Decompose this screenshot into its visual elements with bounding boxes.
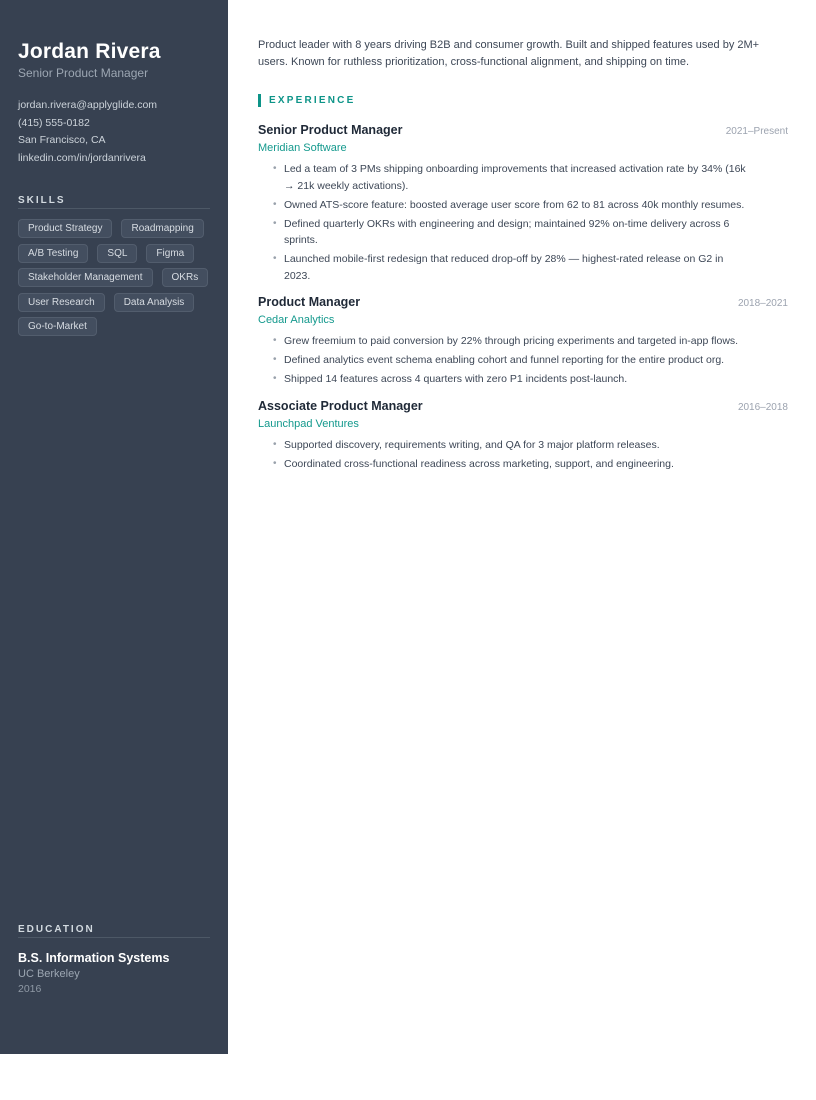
experience-list [258, 123, 788, 472]
experience-heading: EXPERIENCE [269, 94, 356, 106]
education-school: UC Berkeley [18, 967, 80, 980]
job-bullet: • Defined analytics event schema enabling cohort and funnel reporting for the entire product org. [273, 352, 751, 369]
job-bullet: • Led a team of 3 PMs shipping onboarding improvements that increased activation rate by 34% (16k → 21k weekly activations). [273, 161, 751, 194]
job-title: Product Manager [258, 295, 361, 309]
job-entry [258, 295, 788, 388]
skill-pill: OKRs [162, 268, 209, 287]
job-company: Meridian Software [258, 142, 347, 154]
job-bullet-list [258, 333, 788, 388]
job-dates: 2016–2018 [737, 401, 788, 413]
candidate-role: Senior Product Manager [18, 66, 149, 80]
skill-pill: Stakeholder Management [18, 268, 153, 287]
summary-paragraph: Product leader with 8 years driving B2B and consumer growth. Built and shipped features used by 2M+ users. Known for ruthless prioritization, cross-functional alignment, and shipping on time. [258, 39, 760, 68]
job-head-row [258, 399, 788, 414]
job-title: Senior Product Manager [258, 123, 403, 137]
skill-pill: Go-to-Market [18, 317, 97, 336]
job-dates: 2021–Present [725, 126, 788, 137]
skills-section [18, 196, 210, 336]
contact-linkedin: linkedin.com/in/jordanrivera [18, 151, 146, 164]
job-entry [258, 123, 788, 284]
skills-heading: SKILLS [18, 195, 66, 206]
job-bullet: • Shipped 14 features across 4 quarters with zero P1 incidents post-launch. [273, 371, 751, 388]
skill-pill: Product Strategy [18, 219, 112, 238]
education-divider [18, 937, 210, 938]
contact-phone: (415) 555-0182 [18, 116, 90, 129]
skills-pill-list [18, 219, 210, 336]
job-bullet: • Owned ATS-score feature: boosted average user score from 62 to 81 across 40k monthly resumes. [273, 197, 751, 214]
job-bullet: • Launched mobile-first redesign that reduced drop-off by 28% — highest-rated release on G2 in 2023. [273, 251, 751, 284]
job-bullet: • Supported discovery, requirements writing, and QA for 3 major platform releases. [273, 437, 751, 454]
job-bullet-list [258, 161, 788, 284]
education-section [18, 925, 210, 996]
resume-sidebar [0, 0, 228, 1054]
skill-pill: Figma [146, 244, 194, 263]
contact-email: jordan.rivera@applyglide.com [18, 99, 158, 111]
job-head-row [258, 123, 788, 138]
job-entry [258, 399, 788, 473]
education-degree: B.S. Information Systems [18, 951, 170, 965]
skill-pill: User Research [18, 293, 105, 312]
skill-pill: Data Analysis [114, 293, 195, 312]
job-bullet: • Grew freemium to paid conversion by 22% through pricing experiments and targeted in-app flows. [273, 333, 751, 350]
experience-section-header [258, 94, 788, 107]
skill-pill: Roadmapping [121, 219, 203, 238]
skill-pill: SQL [97, 244, 137, 263]
skill-pill: A/B Testing [18, 244, 88, 263]
accent-bar-icon [258, 94, 261, 107]
job-head-row [258, 295, 788, 310]
contact-block [18, 97, 210, 167]
job-bullet-list [258, 437, 788, 473]
job-bullet: • Coordinated cross-functional readiness across marketing, support, and engineering. [273, 456, 751, 473]
job-company: Launchpad Ventures [258, 417, 359, 430]
job-company: Cedar Analytics [258, 314, 335, 326]
education-year: 2016 [18, 983, 42, 995]
job-bullet: • Defined quarterly OKRs with engineering and design; maintained 92% on-time delivery across 6 sprints. [273, 216, 751, 249]
resume-body [228, 0, 816, 483]
education-heading: EDUCATION [18, 924, 95, 935]
skills-divider [18, 208, 210, 209]
job-dates: 2018–2021 [737, 298, 788, 309]
contact-location: San Francisco, CA [18, 134, 106, 146]
job-title: Associate Product Manager [258, 398, 423, 413]
candidate-name: Jordan Rivera [18, 40, 161, 63]
